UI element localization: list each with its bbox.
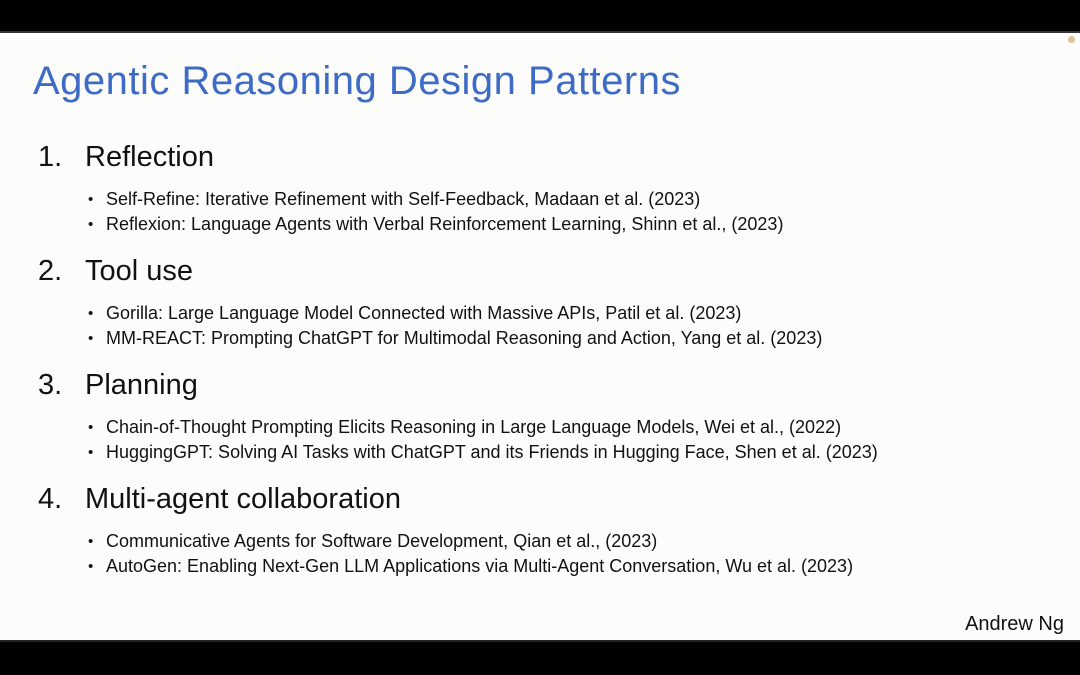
section-heading xyxy=(38,253,1060,289)
bullet-dot-icon: • xyxy=(88,444,94,461)
bullet-item xyxy=(33,529,1060,554)
section-multi-agent-collaboration xyxy=(33,481,1060,579)
bullet-list xyxy=(33,301,1060,351)
letterbox-bar-top xyxy=(0,0,1080,33)
citation-text: Communicative Agents for Software Development, Qian et al., (2023) xyxy=(106,531,658,551)
section-reflection xyxy=(33,139,1060,237)
bullet-list xyxy=(33,187,1060,237)
bullet-dot-icon: • xyxy=(88,305,94,322)
bullet-item xyxy=(33,187,1060,212)
bullet-item xyxy=(33,301,1060,326)
section-number: 2. xyxy=(38,255,63,287)
bullet-item xyxy=(33,326,1060,351)
citation-text: Self-Refine: Iterative Refinement with Self-Feedback, Madaan et al. (2023) xyxy=(106,189,701,209)
section-number: 3. xyxy=(38,369,63,401)
bullet-dot-icon: • xyxy=(88,558,94,575)
citation-text: MM-REACT: Prompting ChatGPT for Multimodal Reasoning and Action, Yang et al. (2023) xyxy=(106,328,823,348)
bullet-dot-icon: • xyxy=(88,330,94,347)
bullet-item xyxy=(33,440,1060,465)
tan-dot-artifact xyxy=(1068,36,1075,43)
bullet-item xyxy=(33,554,1060,579)
bullet-list xyxy=(33,529,1060,579)
slide-title: Agentic Reasoning Design Patterns xyxy=(33,59,681,103)
author-credit: Andrew Ng xyxy=(965,613,1064,635)
bullet-item xyxy=(33,212,1060,237)
citation-text: Reflexion: Language Agents with Verbal Reinforcement Learning, Shinn et al., (2023) xyxy=(106,214,784,234)
section-heading xyxy=(38,139,1060,175)
section-title: Planning xyxy=(85,369,198,401)
section-title: Multi-agent collaboration xyxy=(85,483,401,515)
citation-text: Gorilla: Large Language Model Connected with Massive APIs, Patil et al. (2023) xyxy=(106,303,742,323)
slide xyxy=(0,33,1080,640)
section-tool-use xyxy=(33,253,1060,351)
section-heading xyxy=(38,481,1060,517)
bullet-dot-icon: • xyxy=(88,191,94,208)
section-heading xyxy=(38,367,1060,403)
citation-text: HuggingGPT: Solving AI Tasks with ChatGPT and its Friends in Hugging Face, Shen et al. (2023) xyxy=(106,442,878,462)
letterbox-bar-bottom xyxy=(0,640,1080,675)
bullet-list xyxy=(33,415,1060,465)
bullet-dot-icon: • xyxy=(88,216,94,233)
section-number: 4. xyxy=(38,483,63,515)
bullet-item xyxy=(33,415,1060,440)
citation-text: Chain-of-Thought Prompting Elicits Reasoning in Large Language Models, Wei et al., (2022) xyxy=(106,417,842,437)
bullet-dot-icon: • xyxy=(88,419,94,436)
citation-text: AutoGen: Enabling Next-Gen LLM Applications via Multi-Agent Conversation, Wu et al. (2023) xyxy=(106,556,854,576)
section-title: Reflection xyxy=(85,141,214,173)
section-number: 1. xyxy=(38,141,63,173)
bullet-dot-icon: • xyxy=(88,533,94,550)
section-title: Tool use xyxy=(85,255,194,287)
section-planning xyxy=(33,367,1060,465)
